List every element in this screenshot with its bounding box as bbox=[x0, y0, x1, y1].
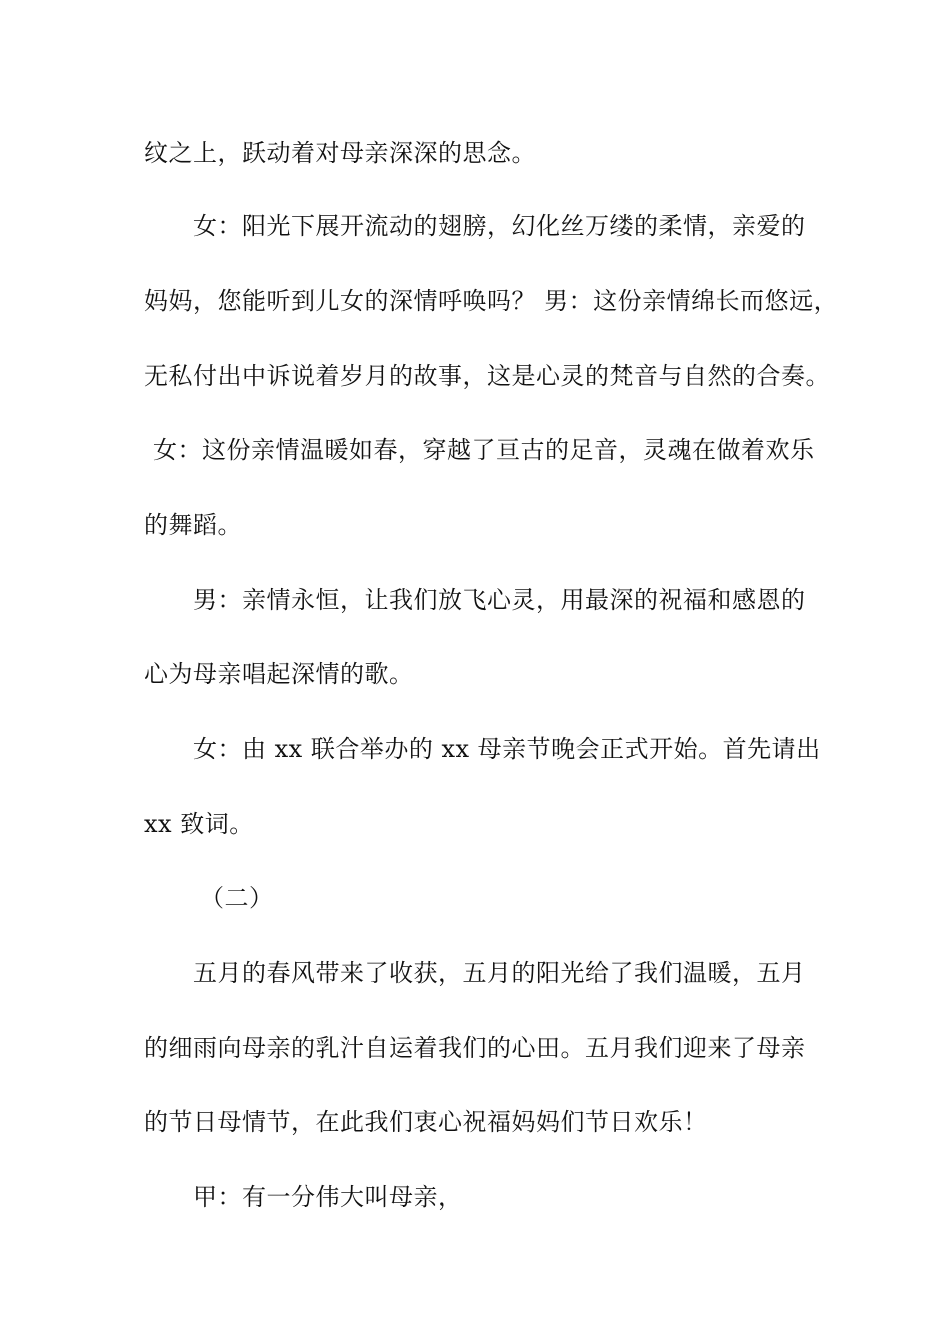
text-line: 女：这份亲情温暖如春，穿越了亘古的足音，灵魂在做着欢乐 bbox=[153, 436, 815, 464]
text-line: 的节日母情节，在此我们衷心祝福妈妈们节日欢乐！ bbox=[144, 1108, 708, 1136]
text-line: 心为母亲唱起深情的歌。 bbox=[144, 660, 414, 688]
text-line: 女：由 xx 联合举办的 xx 母亲节晚会正式开始。首先请出 bbox=[193, 735, 821, 763]
text-line: 女：阳光下展开流动的翅膀，幻化丝万缕的柔情，亲爱的 bbox=[193, 212, 806, 240]
text-line: xx 致词。 bbox=[144, 810, 254, 838]
text-line: 男：亲情永恒，让我们放飞心灵，用最深的祝福和感恩的 bbox=[193, 586, 806, 614]
section-heading: （二） bbox=[200, 884, 274, 912]
text-line: 妈妈，您能听到儿女的深情呼唤吗？ 男：这份亲情绵长而悠远， bbox=[144, 287, 839, 315]
text-line: 纹之上，跃动着对母亲深深的思念。 bbox=[144, 139, 536, 167]
text-line: 无私付出中诉说着岁月的故事，这是心灵的梵音与自然的合奏。 bbox=[144, 362, 830, 390]
text-line: 的舞蹈。 bbox=[144, 511, 242, 539]
text-line: 甲：有一分伟大叫母亲， bbox=[193, 1183, 463, 1211]
text-line: 的细雨向母亲的乳汁自运着我们的心田。五月我们迎来了母亲 bbox=[144, 1034, 806, 1062]
text-line: 五月的春风带来了收获，五月的阳光给了我们温暖，五月 bbox=[193, 959, 806, 987]
